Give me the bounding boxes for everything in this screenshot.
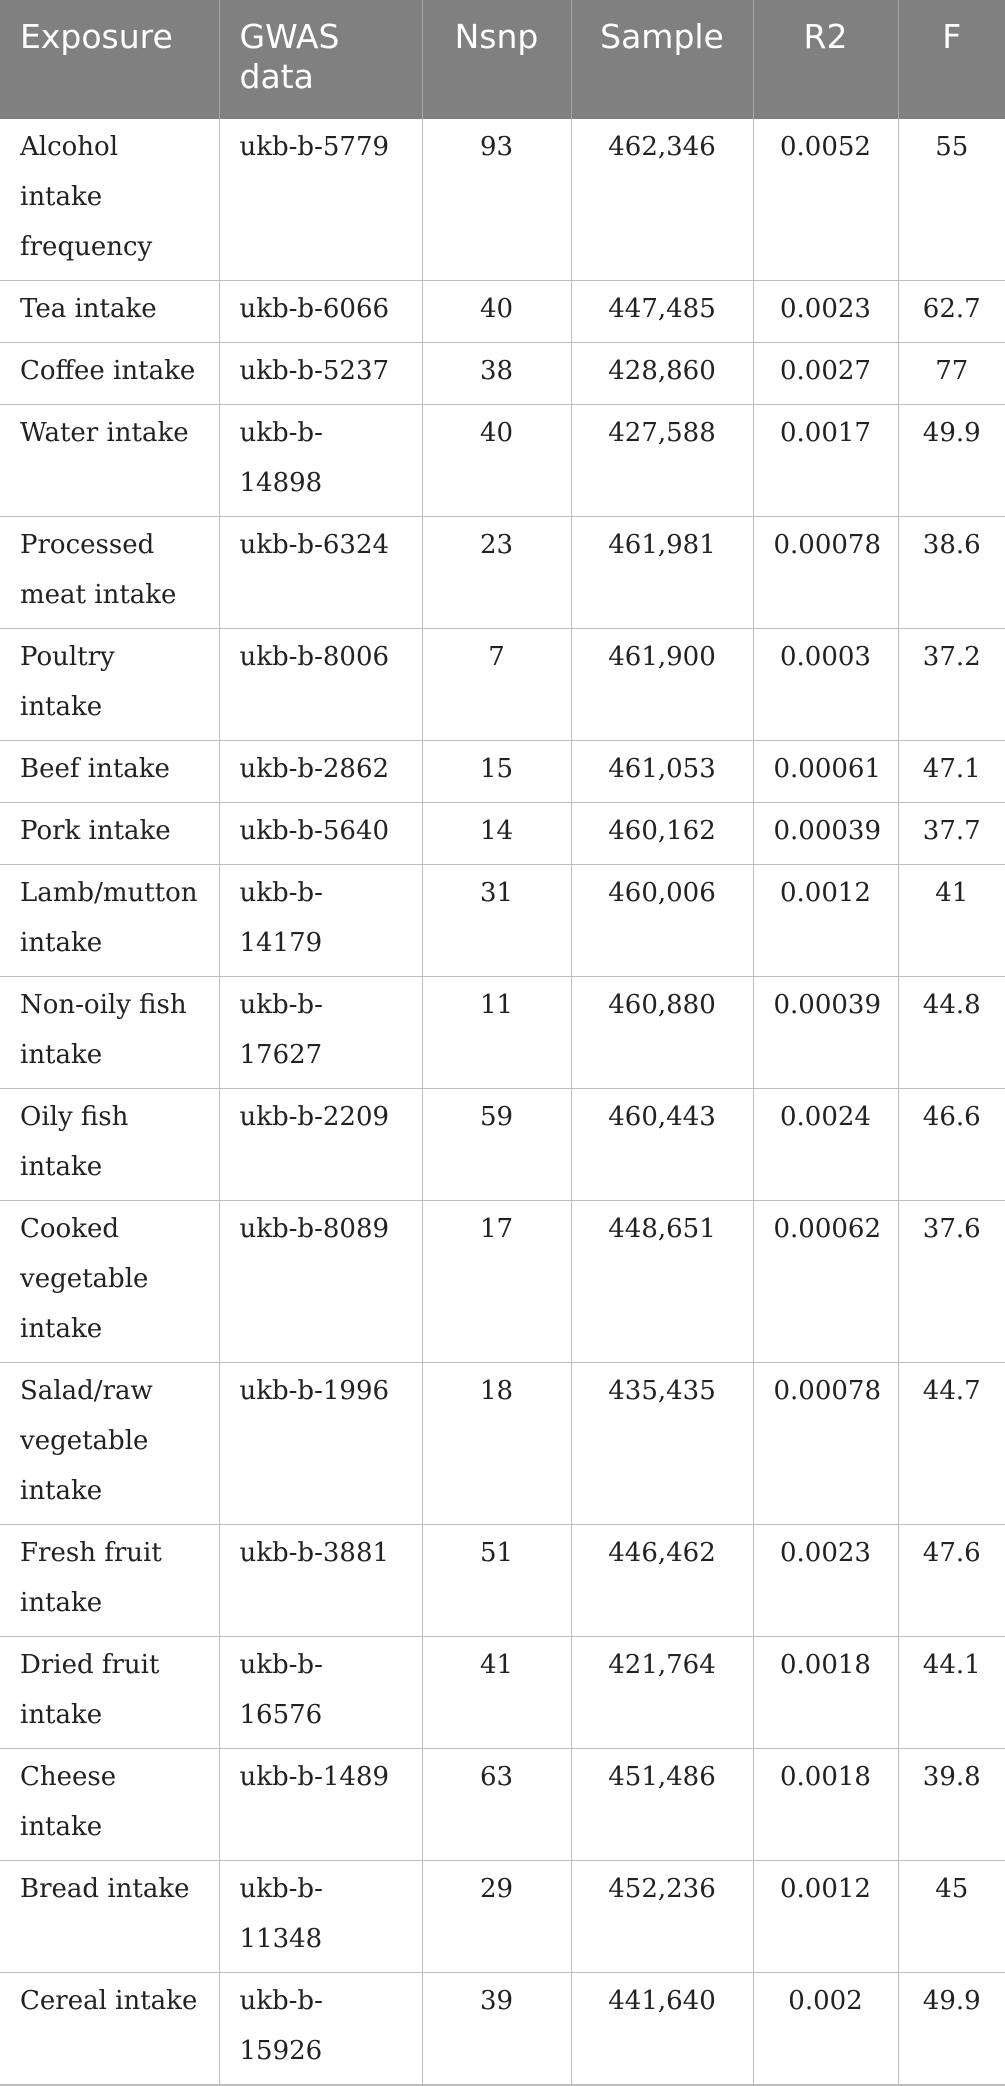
cell-r2: 0.0017 (753, 405, 898, 517)
cell-exposure: Pork intake (0, 803, 219, 865)
cell-exposure: Tea intake (0, 281, 219, 343)
cell-r2: 0.0024 (753, 1089, 898, 1201)
header-r2: R2 (753, 0, 898, 119)
table-body (0, 119, 1005, 2085)
cell-gwas-data: ukb-b-14898 (219, 405, 422, 517)
table-row (0, 1363, 1005, 1525)
table-row (0, 1089, 1005, 1201)
cell-r2: 0.0012 (753, 1861, 898, 1973)
cell-nsnp: 23 (422, 517, 571, 629)
cell-gwas-data: ukb-b-6324 (219, 517, 422, 629)
cell-gwas-data: ukb-b-1489 (219, 1749, 422, 1861)
cell-sample: 461,981 (571, 517, 753, 629)
cell-exposure: Beef intake (0, 741, 219, 803)
cell-sample: 451,486 (571, 1749, 753, 1861)
cell-nsnp: 40 (422, 405, 571, 517)
table-row (0, 1861, 1005, 1973)
cell-gwas-data: ukb-b-5640 (219, 803, 422, 865)
cell-f: 37.7 (898, 803, 1005, 865)
cell-f: 37.2 (898, 629, 1005, 741)
cell-f: 47.1 (898, 741, 1005, 803)
cell-f: 44.1 (898, 1637, 1005, 1749)
cell-nsnp: 63 (422, 1749, 571, 1861)
cell-exposure: Bread intake (0, 1861, 219, 1973)
cell-exposure: Poultry intake (0, 629, 219, 741)
table-row (0, 1637, 1005, 1749)
cell-gwas-data: ukb-b-5237 (219, 343, 422, 405)
cell-nsnp: 11 (422, 977, 571, 1089)
table-row (0, 405, 1005, 517)
cell-exposure: Non-oily fish intake (0, 977, 219, 1089)
table-row (0, 343, 1005, 405)
cell-sample: 460,443 (571, 1089, 753, 1201)
cell-r2: 0.0003 (753, 629, 898, 741)
cell-r2: 0.0012 (753, 865, 898, 977)
cell-sample: 460,006 (571, 865, 753, 977)
cell-nsnp: 7 (422, 629, 571, 741)
cell-nsnp: 39 (422, 1973, 571, 2086)
cell-r2: 0.0027 (753, 343, 898, 405)
cell-nsnp: 59 (422, 1089, 571, 1201)
table-row (0, 803, 1005, 865)
cell-exposure: Cheese intake (0, 1749, 219, 1861)
cell-sample: 462,346 (571, 119, 753, 281)
cell-nsnp: 18 (422, 1363, 571, 1525)
cell-exposure: Processed meat intake (0, 517, 219, 629)
cell-f: 45 (898, 1861, 1005, 1973)
cell-exposure: Salad/raw vegetable intake (0, 1363, 219, 1525)
table-header (0, 0, 1005, 119)
cell-exposure: Cooked vegetable intake (0, 1201, 219, 1363)
cell-r2: 0.0023 (753, 281, 898, 343)
cell-gwas-data: ukb-b-17627 (219, 977, 422, 1089)
header-sample: Sample (571, 0, 753, 119)
cell-r2: 0.00062 (753, 1201, 898, 1363)
cell-exposure: Coffee intake (0, 343, 219, 405)
cell-exposure: Oily fish intake (0, 1089, 219, 1201)
cell-r2: 0.00039 (753, 977, 898, 1089)
table-row (0, 865, 1005, 977)
cell-sample: 461,900 (571, 629, 753, 741)
cell-exposure: Lamb/mutton intake (0, 865, 219, 977)
cell-gwas-data: ukb-b-16576 (219, 1637, 422, 1749)
cell-sample: 447,485 (571, 281, 753, 343)
cell-gwas-data: ukb-b-8006 (219, 629, 422, 741)
table-row (0, 1973, 1005, 2086)
cell-sample: 452,236 (571, 1861, 753, 1973)
cell-gwas-data: ukb-b-2862 (219, 741, 422, 803)
cell-f: 39.8 (898, 1749, 1005, 1861)
cell-f: 49.9 (898, 1973, 1005, 2086)
cell-f: 47.6 (898, 1525, 1005, 1637)
cell-r2: 0.00061 (753, 741, 898, 803)
cell-sample: 448,651 (571, 1201, 753, 1363)
cell-gwas-data: ukb-b-15926 (219, 1973, 422, 2086)
cell-gwas-data: ukb-b-3881 (219, 1525, 422, 1637)
header-gwas-data: GWAS data (219, 0, 422, 119)
cell-exposure: Alcohol intake frequency (0, 119, 219, 281)
cell-gwas-data: ukb-b-1996 (219, 1363, 422, 1525)
cell-f: 44.8 (898, 977, 1005, 1089)
cell-gwas-data: ukb-b-11348 (219, 1861, 422, 1973)
cell-f: 38.6 (898, 517, 1005, 629)
cell-r2: 0.002 (753, 1973, 898, 2086)
table-row (0, 629, 1005, 741)
cell-f: 37.6 (898, 1201, 1005, 1363)
cell-r2: 0.00078 (753, 1363, 898, 1525)
cell-r2: 0.0023 (753, 1525, 898, 1637)
cell-nsnp: 17 (422, 1201, 571, 1363)
cell-f: 77 (898, 343, 1005, 405)
header-exposure: Exposure (0, 0, 219, 119)
cell-sample: 460,880 (571, 977, 753, 1089)
cell-gwas-data: ukb-b-8089 (219, 1201, 422, 1363)
cell-sample: 435,435 (571, 1363, 753, 1525)
table-row (0, 517, 1005, 629)
table-row (0, 977, 1005, 1089)
cell-nsnp: 31 (422, 865, 571, 977)
cell-nsnp: 93 (422, 119, 571, 281)
table-row (0, 1201, 1005, 1363)
cell-f: 49.9 (898, 405, 1005, 517)
cell-exposure: Cereal intake (0, 1973, 219, 2086)
cell-exposure: Dried fruit intake (0, 1637, 219, 1749)
cell-gwas-data: ukb-b-2209 (219, 1089, 422, 1201)
cell-sample: 446,462 (571, 1525, 753, 1637)
cell-sample: 421,764 (571, 1637, 753, 1749)
cell-nsnp: 40 (422, 281, 571, 343)
cell-sample: 461,053 (571, 741, 753, 803)
cell-sample: 428,860 (571, 343, 753, 405)
table-row (0, 1525, 1005, 1637)
table-row (0, 1749, 1005, 1861)
table-row (0, 281, 1005, 343)
header-nsnp: Nsnp (422, 0, 571, 119)
cell-gwas-data: ukb-b-5779 (219, 119, 422, 281)
cell-sample: 460,162 (571, 803, 753, 865)
table-row (0, 119, 1005, 281)
cell-sample: 441,640 (571, 1973, 753, 2086)
table-row (0, 741, 1005, 803)
cell-r2: 0.00039 (753, 803, 898, 865)
header-row (0, 0, 1005, 119)
cell-f: 41 (898, 865, 1005, 977)
cell-r2: 0.0052 (753, 119, 898, 281)
cell-nsnp: 38 (422, 343, 571, 405)
cell-f: 62.7 (898, 281, 1005, 343)
cell-nsnp: 29 (422, 1861, 571, 1973)
cell-f: 44.7 (898, 1363, 1005, 1525)
cell-exposure: Water intake (0, 405, 219, 517)
cell-f: 55 (898, 119, 1005, 281)
cell-r2: 0.0018 (753, 1637, 898, 1749)
cell-sample: 427,588 (571, 405, 753, 517)
header-f: F (898, 0, 1005, 119)
cell-gwas-data: ukb-b-14179 (219, 865, 422, 977)
cell-nsnp: 14 (422, 803, 571, 865)
cell-exposure: Fresh fruit intake (0, 1525, 219, 1637)
cell-f: 46.6 (898, 1089, 1005, 1201)
cell-nsnp: 15 (422, 741, 571, 803)
cell-nsnp: 51 (422, 1525, 571, 1637)
cell-r2: 0.0018 (753, 1749, 898, 1861)
cell-nsnp: 41 (422, 1637, 571, 1749)
cell-r2: 0.00078 (753, 517, 898, 629)
cell-gwas-data: ukb-b-6066 (219, 281, 422, 343)
